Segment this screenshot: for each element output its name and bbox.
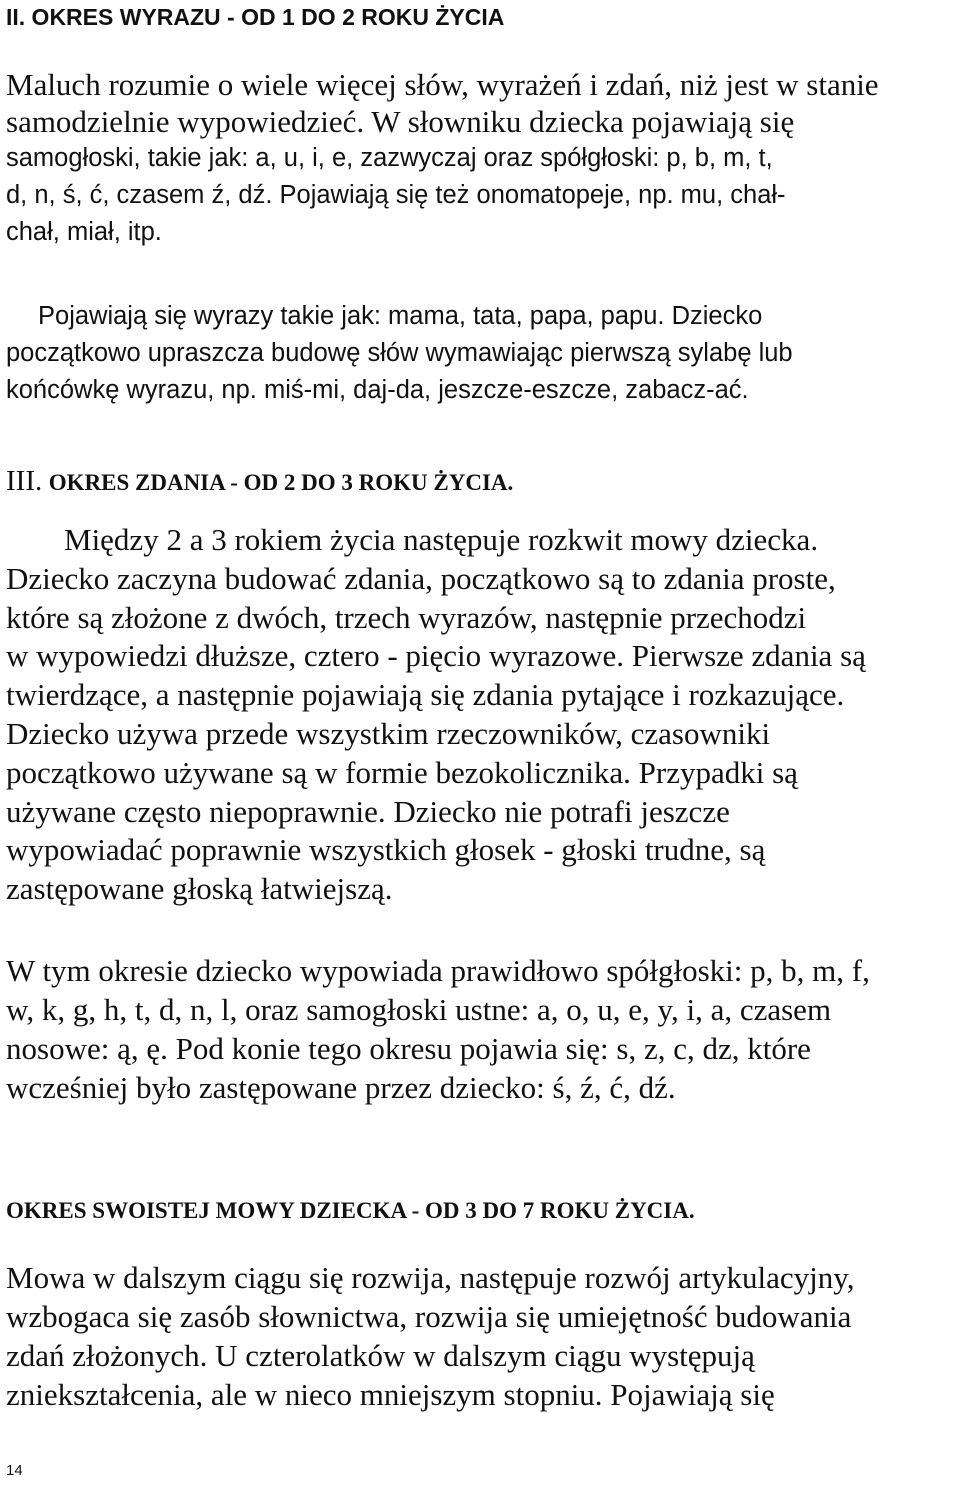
text-line: Maluch rozumie o wiele więcej słów, wyrażeń i zdań, niż jest w stanie [6, 67, 879, 102]
section-title: OKRES ZDANIA - OD 2 DO 3 ROKU ŻYCIA. [48, 470, 514, 495]
text-line: wcześniej było zastępowane przez dziecko: ś, ź, ć, dź. [6, 1070, 676, 1105]
text-line: samogłoski, takie jak: a, u, i, e, zazwyczaj oraz spółgłoski: p, b, m, t, [6, 144, 773, 172]
paragraph-ii-1 [6, 66, 879, 140]
section-heading-ii: II. OKRES WYRAZU - OD 1 DO 2 ROKU ŻYCIA [6, 4, 505, 30]
text-line: d, n, ś, ć, czasem ź, dź. Pojawiają się też onomatopeje, np. mu, chał- [6, 181, 786, 209]
text-line: W tym okresie dziecko wypowiada prawidłowo spółgłoski: p, b, m, f, [6, 953, 870, 988]
text-line: chał, miał, itp. [6, 218, 162, 246]
page-number: 14 [6, 1462, 23, 1479]
text-line: zastępowane głoską łatwiejszą. [6, 871, 393, 907]
text-line: używane często niepoprawnie. Dziecko nie potrafi jeszcze [6, 793, 730, 829]
text-line: Między 2 a 3 rokiem życia następuje rozkwit mowy dziecka. [64, 522, 819, 557]
section-heading-iii [6, 464, 513, 500]
text-line: wzbogaca się zasób słownictwa, rozwija się umiejętność budowania [6, 1299, 852, 1334]
paragraph-ii-2 [6, 298, 793, 409]
text-line: końcówkę wyrazu, np. miś-mi, daj-da, jeszcze-eszcze, zabacz-ać. [6, 376, 749, 404]
text-line: które są złożone z dwóch, trzech wyrazów, następnie przechodzi [6, 599, 807, 635]
text-line: Dziecko używa przede wszystkim rzeczowników, czasowniki [6, 715, 771, 751]
text-line: w wypowiedzi dłuższe, cztero - pięcio wyrazowe. Pierwsze zdania są [6, 638, 866, 674]
text-line: w, k, g, h, t, d, n, l, oraz samogłoski ustne: a, o, u, e, y, i, a, czasem [6, 992, 832, 1027]
text-line: zniekształcenia, ale w nieco mniejszym stopniu. Pojawiają się [6, 1377, 775, 1412]
text-line: nosowe: ą, ę. Pod konie tego okresu pojawia się: s, z, c, dz, które [6, 1031, 811, 1066]
paragraph-iii-2 [6, 951, 870, 1107]
paragraph-iv-1 [6, 1258, 855, 1414]
section-number: III. [6, 465, 43, 497]
text-line: początkowo używane są w formie bezokolicznika. Przypadki są [6, 754, 798, 790]
text-line: twierdzące, a następnie pojawiają się zdania pytające i rozkazujące. [6, 677, 845, 713]
text-line: wypowiadać poprawnie wszystkich głosek - głoski trudne, są [6, 832, 766, 868]
text-line: początkowo upraszcza budowę słów wymawiając pierwszą sylabę lub [6, 339, 793, 367]
text-line: Dziecko zaczyna budować zdania, początkowo są to zdania proste, [6, 560, 836, 596]
paragraph-ii-1-cont [6, 140, 786, 251]
text-line: Pojawiają się wyrazy takie jak: mama, tata, papa, papu. Dziecko [38, 302, 763, 330]
text-line: Mowa w dalszym ciągu się rozwija, następuje rozwój artykulacyjny, [6, 1260, 855, 1295]
section-heading-iv: OKRES SWOISTEJ MOWY DZIECKA - OD 3 DO 7 ROKU ŻYCIA. [6, 1198, 695, 1223]
paragraph-iii-1 [6, 521, 866, 909]
text-line: zdań złożonych. U czterolatków w dalszym ciągu występują [6, 1338, 755, 1373]
text-line: samodzielnie wypowiedzieć. W słowniku dziecka pojawiają się [6, 104, 795, 139]
